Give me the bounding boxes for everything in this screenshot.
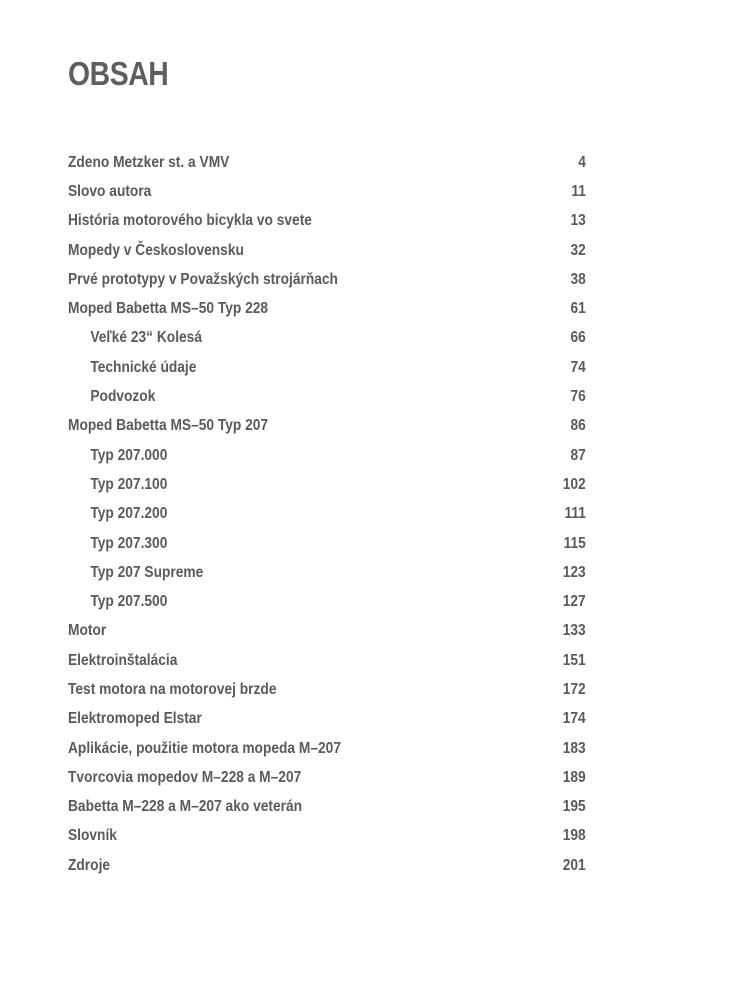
toc-entry: [68, 265, 588, 294]
toc-entry: [68, 412, 588, 441]
toc-entry-title: Typ 207.100: [90, 475, 168, 493]
toc-entry-title: Moped Babetta MS–50 Typ 228: [68, 300, 269, 318]
toc-entry-title: Elektroinštalácia: [68, 651, 178, 669]
page-title: OBSAH: [68, 55, 169, 92]
toc-entry-page-number: 74: [570, 358, 586, 376]
toc-entry: [68, 294, 588, 323]
toc-entry-title: Zdroje: [68, 856, 111, 874]
toc-entry-title: Typ 207.000: [90, 446, 168, 464]
toc-entry-title: Elektromoped Elstar: [68, 710, 202, 728]
toc-entry-page-number: 38: [570, 270, 586, 288]
toc-entry-title: Moped Babetta MS–50 Typ 207: [68, 417, 269, 435]
toc-entry: [68, 148, 588, 177]
table-of-contents: [68, 148, 588, 880]
toc-entry-page-number: 201: [563, 856, 586, 874]
toc-entry: [68, 382, 588, 411]
toc-entry: [68, 822, 588, 851]
toc-entry-page-number: 151: [563, 651, 586, 669]
toc-entry-title: Mopedy v Československu: [68, 241, 244, 259]
toc-entry-page-number: 183: [563, 739, 586, 757]
toc-entry-page-number: 11: [571, 182, 586, 200]
toc-entry-page-number: 189: [563, 768, 586, 786]
toc-entry-page-number: 133: [563, 622, 586, 640]
toc-entry-page-number: 87: [570, 446, 586, 464]
toc-entry-page-number: 198: [563, 827, 586, 845]
toc-entry-title: Veľké 23“ Kolesá: [90, 329, 202, 347]
toc-entry-page-number: 111: [564, 505, 586, 523]
toc-entry-title: Test motora na motorovej brzde: [68, 680, 277, 698]
toc-entry: [68, 529, 588, 558]
toc-entry: [68, 763, 588, 792]
toc-entry: [68, 734, 588, 763]
toc-entry: [68, 324, 588, 353]
toc-entry: [68, 793, 588, 822]
toc-entry-page-number: 174: [563, 710, 586, 728]
toc-entry-page-number: 86: [570, 417, 586, 435]
toc-entry-title: História motorového bicykla vo svete: [68, 212, 312, 230]
toc-entry: [68, 441, 588, 470]
toc-entry-title: Babetta M–228 a M–207 ako veterán: [68, 798, 303, 816]
toc-entry-page-number: 4: [578, 153, 586, 171]
toc-entry: [68, 675, 588, 704]
toc-entry-page-number: 32: [570, 241, 586, 259]
toc-entry: [68, 207, 588, 236]
toc-entry: [68, 177, 588, 206]
toc-entry-page-number: 76: [570, 388, 586, 406]
toc-entry-title: Slovník: [68, 827, 117, 845]
toc-entry-page-number: 102: [563, 475, 586, 493]
toc-entry: [68, 236, 588, 265]
toc-entry-title: Technické údaje: [90, 358, 197, 376]
toc-entry: [68, 705, 588, 734]
toc-entry: [68, 587, 588, 616]
toc-entry-title: Typ 207.300: [90, 534, 168, 552]
toc-entry-title: Slovo autora: [68, 182, 152, 200]
toc-entry-page-number: 66: [570, 329, 586, 347]
toc-entry-page-number: 127: [563, 593, 586, 611]
toc-entry-title: Typ 207.500: [90, 593, 168, 611]
toc-entry: [68, 617, 588, 646]
toc-entry: [68, 500, 588, 529]
toc-entry: [68, 558, 588, 587]
toc-entry-title: Aplikácie, použitie motora mopeda M–207: [68, 739, 341, 757]
toc-entry-title: Tvorcovia mopedov M–228 a M–207: [68, 768, 302, 786]
toc-entry-page-number: 172: [563, 680, 586, 698]
toc-entry: [68, 353, 588, 382]
toc-entry-title: Typ 207 Supreme: [90, 563, 204, 581]
toc-entry-title: Podvozok: [90, 388, 156, 406]
toc-entry-title: Prvé prototypy v Považských strojárňach: [68, 270, 338, 288]
toc-entry-title: Typ 207.200: [90, 505, 168, 523]
toc-entry: [68, 851, 588, 880]
toc-entry: [68, 470, 588, 499]
toc-entry-page-number: 123: [563, 563, 586, 581]
toc-entry-page-number: 195: [563, 798, 586, 816]
toc-entry-title: Zdeno Metzker st. a VMV: [68, 153, 230, 171]
toc-entry: [68, 646, 588, 675]
toc-entry-page-number: 115: [563, 534, 586, 552]
toc-entry-page-number: 61: [570, 300, 586, 318]
toc-entry-title: Motor: [68, 622, 107, 640]
toc-entry-page-number: 13: [570, 212, 586, 230]
